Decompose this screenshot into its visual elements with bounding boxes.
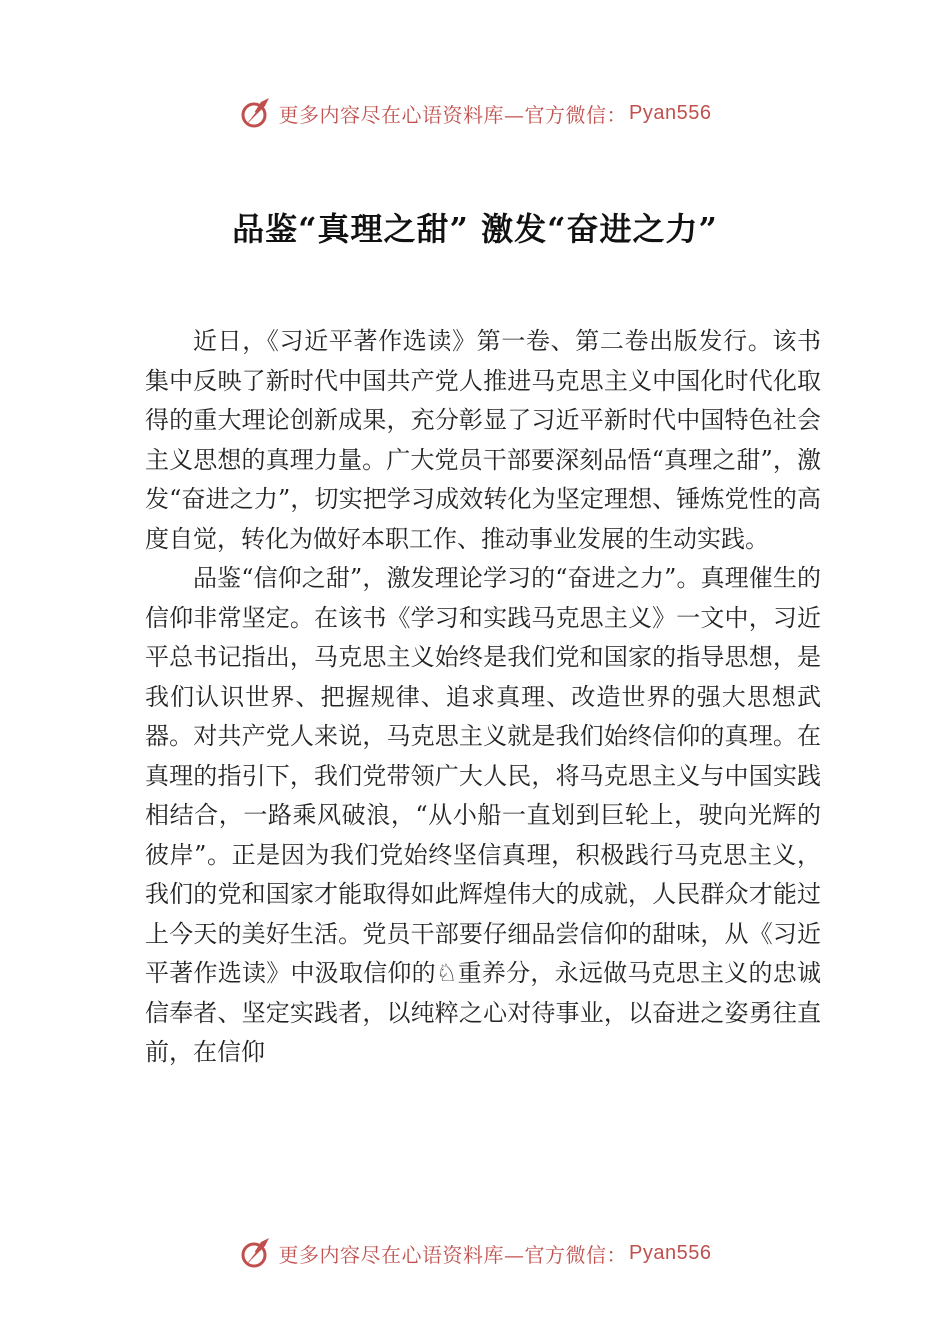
quill-logo-icon bbox=[239, 1236, 273, 1270]
quill-logo-icon bbox=[239, 96, 273, 130]
watermark-wechat-id: Pyan556 bbox=[629, 101, 712, 124]
header-watermark bbox=[0, 96, 950, 130]
watermark-text: 更多内容尽在心语资料库—官方微信： bbox=[278, 1242, 628, 1267]
document-body bbox=[145, 322, 821, 1073]
paragraph: 品鉴“信仰之甜”，激发理论学习的“奋进之力”。真理催生的信仰非常坚定。在该书《学习和实践马克思主义》一文中，习近平总书记指出，马克思主义始终是我们党和国家的指导思想，是我们认识世界、把握规律、追求真理、改造世界的强大思想武器。对共产党人来说，马克思主义就是我们始终信仰的真理。在真理的指引下，我们党带领广大人民，将马克思主义与中国实践相结合，一路乘风破浪，“从小船一直划到巨轮上，驶向光辉的彼岸”。正是因为我们党始终坚信真理，积极践行马克思主义，我们的党和国家才能取得如此辉煌伟大的成就，人民群众才能过上今天的美好生活。党员干部要仔细品尝信仰的甜味，从《习近平著作选读》中汲取信仰的♘重养分，永远做马克思主义的忠诚信奉者、坚定实践者，以纯粹之心对待事业，以奋进之姿勇往直前，在信仰 bbox=[145, 564, 821, 1066]
document-title: 品鉴“真理之甜” 激发“奋进之力” bbox=[232, 210, 718, 248]
footer-watermark bbox=[0, 1236, 950, 1270]
watermark-wechat-id: Pyan556 bbox=[629, 1241, 712, 1264]
watermark-text: 更多内容尽在心语资料库—官方微信： bbox=[278, 102, 628, 127]
paragraph: 近日，《习近平著作选读》第一卷、第二卷出版发行。该书集中反映了新时代中国共产党人推进马克思主义中国化时代化取得的重大理论创新成果，充分彰显了习近平新时代中国特色社会主义思想的真理力量。广大党员干部要深刻品悟“真理之甜”，激发“奋进之力”，切实把学习成效转化为坚定理想、锤炼党性的高度自觉，转化为做好本职工作、推动事业发展的生动实践。 bbox=[145, 327, 821, 553]
